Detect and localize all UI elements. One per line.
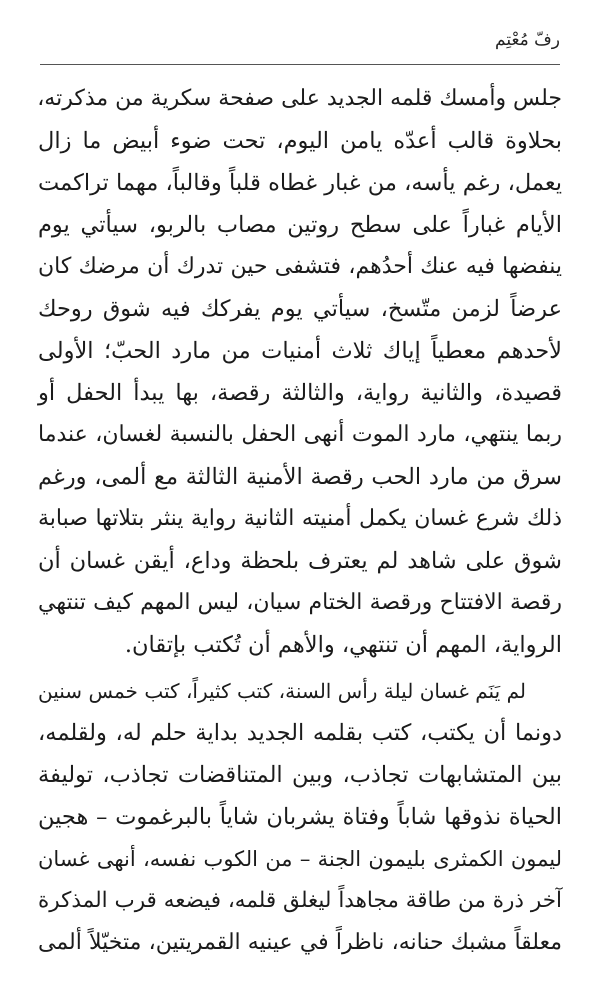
text-line: ربما ينتهي، مارد الموت أنهى الحفل بالنسبة لغسان، عندما: [38, 422, 562, 447]
text-line: بين المتشابهات تجاذب، وبين المتناقضات تجاذب، توليفة: [38, 762, 562, 788]
text-line: عرضاً لزمن متّسخ، سيأتي يوم يفركك فيه شوق روحك: [38, 296, 562, 322]
text-line: سرق من مارد الحب رقصة الأمنية الثالثة مع ألمى، ورغم: [38, 464, 562, 490]
header-rule: [40, 64, 560, 65]
text-line: بحلاوة قالب أعدّه يامن اليوم، تحت ضوء أبيض ما زال: [38, 128, 562, 154]
text-line: معلقاً مشبك حنانه، ناظراً في عينيه القمريتين، متخيّلاً ألمى: [38, 930, 562, 955]
paragraph-2: [38, 670, 562, 964]
text-line: لم يَنَم غسان ليلة رأس السنة، كتب كثيراً، كتب خمس سنين: [38, 679, 526, 703]
text-line: ينفضها فيه عنك أحدُهم، فتشفى حين تدرك أن مرضك كان: [38, 254, 562, 279]
text-line: الرواية، المهم أن تنتهي، والأهم أن تُكتب بإتقان.: [124, 632, 562, 658]
body-text: [38, 78, 562, 964]
text-line: يعمل، رغم يأسه، من غبار غطاه قلباً وقالباً، مهما تراكمت: [38, 170, 562, 196]
running-header: رفّ مُعْتِم: [495, 30, 560, 50]
text-line: رقصة الافتتاح ورقصة الختام سيان، ليس المهم كيف تنتهي: [38, 590, 562, 615]
text-line: ليمون الكمثرى بليمون الجنة – من الكوب نفسه، أنهى غسان: [38, 847, 562, 871]
paragraph-1: [38, 78, 562, 666]
text-line: ذلك شرع غسان يكمل أمنيته الثانية رواية ينثر بتلاتها صبابة: [38, 506, 562, 531]
text-line: آخر ذرة من طاقة مجاهداً ليغلق قلمه، فيضعه قرب المذكرة: [38, 888, 562, 913]
text-line: دونما أن يكتب، كتب بقلمه الجديد بداية حلم له، ولقلمه،: [38, 720, 562, 746]
text-line: جلس وأمسك قلمه الجديد على صفحة سكرية من مذكرته،: [37, 86, 562, 111]
text-line: لأحدهم معطياً إياك ثلاث أمنيات من مارد الحبّ؛ الأولى: [38, 338, 562, 364]
text-line: الحياة نذوقها شاباً وفتاة يشربان شاياً بالبرغموت – هجين: [38, 804, 562, 830]
text-line: شوق على شاهد لم يعترف بلحظة وداع، أيقن غسان أن: [38, 548, 562, 574]
text-line: قصيدة، والثانية رواية، والثالثة رقصة، بها يبدأ الحفل أو: [38, 380, 562, 406]
text-line: الأيام غباراً على سطح روتين مصاب بالربو، سيأتي يوم: [38, 212, 562, 238]
